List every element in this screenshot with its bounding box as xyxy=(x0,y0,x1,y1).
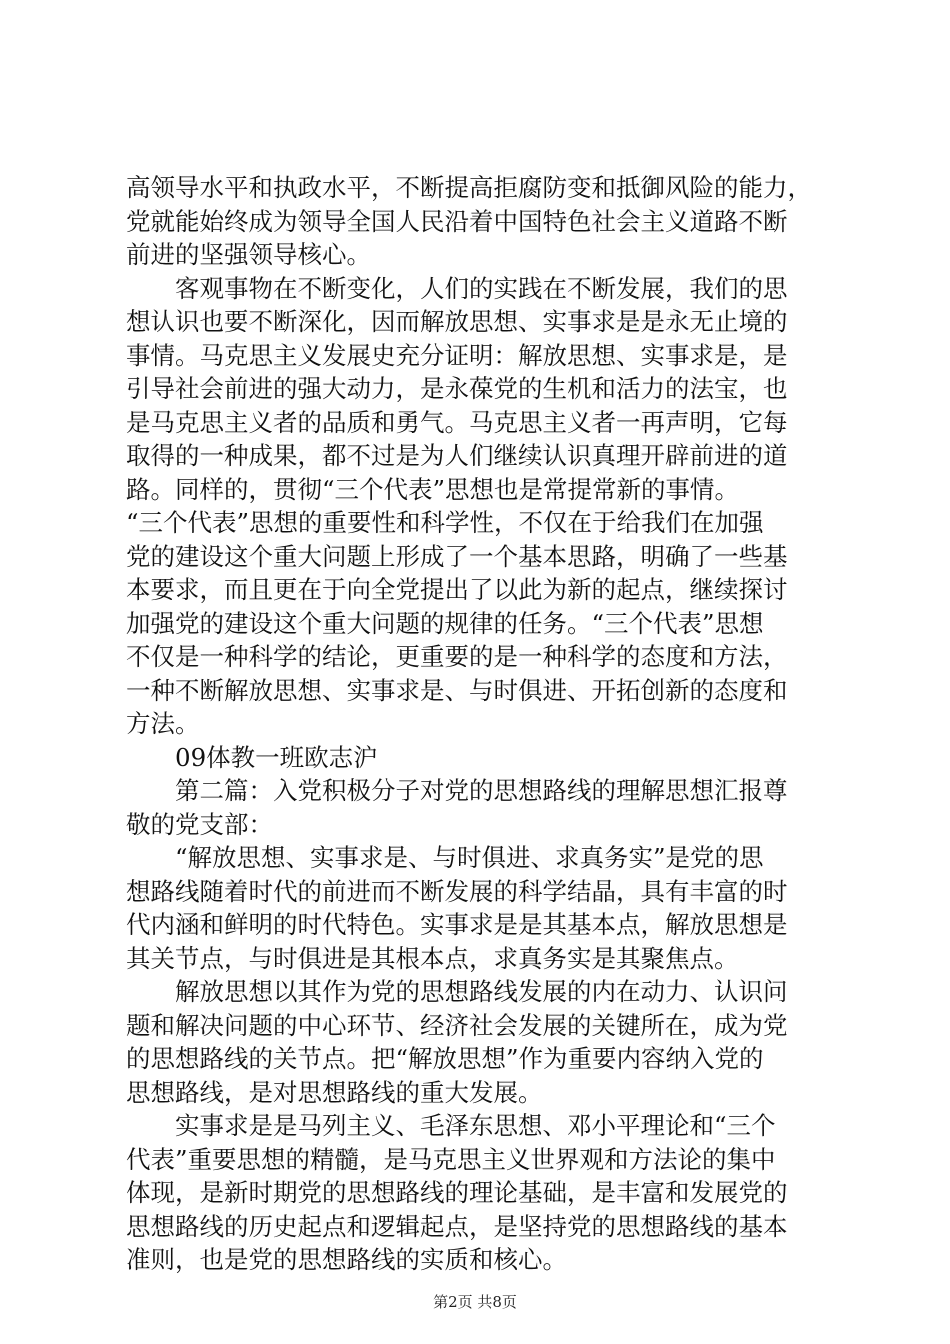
text-line: “三个代表”思想的重要性和科学性，不仅在于给我们在加强 xyxy=(126,508,764,537)
text-line: 实事求是是马列主义、毛泽东思想、邓小平理论和“三个 xyxy=(175,1111,776,1140)
page-footer: 第2页 共8页 xyxy=(433,1293,517,1311)
text-line: 事情。马克思主义发展史充分证明：解放思想、实事求是，是 xyxy=(126,340,788,370)
text-line: 引导社会前进的强大动力，是永葆党的生机和活力的法宝，也 xyxy=(126,374,788,403)
text-line: 路。同样的，贯彻“三个代表”思想也是常提常新的事情。 xyxy=(126,474,740,504)
text-line: 党的建设这个重大问题上形成了一个基本思路，明确了一些基 xyxy=(126,541,788,571)
text-line: 思想路线，是对思想路线的重大发展。 xyxy=(126,1077,543,1107)
text-line: 敬的党支部： xyxy=(126,809,273,839)
text-line: 解放思想以其作为党的思想路线发展的内在动力、认识问 xyxy=(175,977,788,1006)
text-line: 想认识也要不断深化，因而解放思想、实事求是是永无止境的 xyxy=(126,307,788,336)
text-line: 方法。 xyxy=(126,709,200,738)
text-line: 前进的坚强领导核心。 xyxy=(126,240,371,269)
text-line: 代内涵和鲜明的时代特色。实事求是是其基本点，解放思想是 xyxy=(126,910,788,939)
text-line: 取得的一种成果，都不过是为人们继续认识真理开辟前进的道 xyxy=(126,441,788,470)
text-line: 的思想路线的关节点。把“解放思想”作为重要内容纳入党的 xyxy=(126,1044,764,1073)
text-line: 一种不断解放思想、实事求是、与时俱进、开拓创新的态度和 xyxy=(126,675,788,705)
text-line: 不仅是一种科学的结论，更重要的是一种科学的态度和方法， xyxy=(126,642,788,671)
text-line: 体现，是新时期党的思想路线的理论基础，是丰富和发展党的 xyxy=(126,1178,788,1207)
text-line: 客观事物在不断变化，人们的实践在不断发展，我们的思 xyxy=(175,273,788,303)
text-line: “解放思想、实事求是、与时俱进、求真务实”是党的思 xyxy=(175,843,764,872)
text-line: 其关节点，与时俱进是其根本点，求真务实是其聚焦点。 xyxy=(126,943,739,973)
text-line: 代表”重要思想的精髓，是马克思主义世界观和方法论的集中 xyxy=(126,1144,776,1174)
text-line: 本要求，而且更在于向全党提出了以此为新的起点，继续探讨 xyxy=(126,575,788,604)
text-line: 思想路线的历史起点和逻辑起点，是坚持党的思想路线的基本 xyxy=(126,1211,788,1241)
text-line: 想路线随着时代的前进而不断发展的科学结晶，具有丰富的时 xyxy=(126,876,788,906)
text-line: 高领导水平和执政水平，不断提高拒腐防变和抵御风险的能力， xyxy=(126,173,812,202)
text-line: 准则，也是党的思想路线的实质和核心。 xyxy=(126,1245,567,1274)
text-line: 党就能始终成为领导全国人民沿着中国特色社会主义道路不断 xyxy=(126,206,788,236)
text-line: 加强党的建设这个重大问题的规律的任务。“三个代表”思想 xyxy=(126,608,764,638)
text-line: 是马克思主义者的品质和勇气。马克思主义者一再声明，它每 xyxy=(126,407,788,437)
text-line: 题和解决问题的中心环节、经济社会发展的关键所在，成为党 xyxy=(126,1010,788,1040)
text-line: 09体教一班欧志沪 xyxy=(175,742,378,772)
text-line: 第二篇：入党积极分子对党的思想路线的理解思想汇报尊 xyxy=(175,776,788,805)
